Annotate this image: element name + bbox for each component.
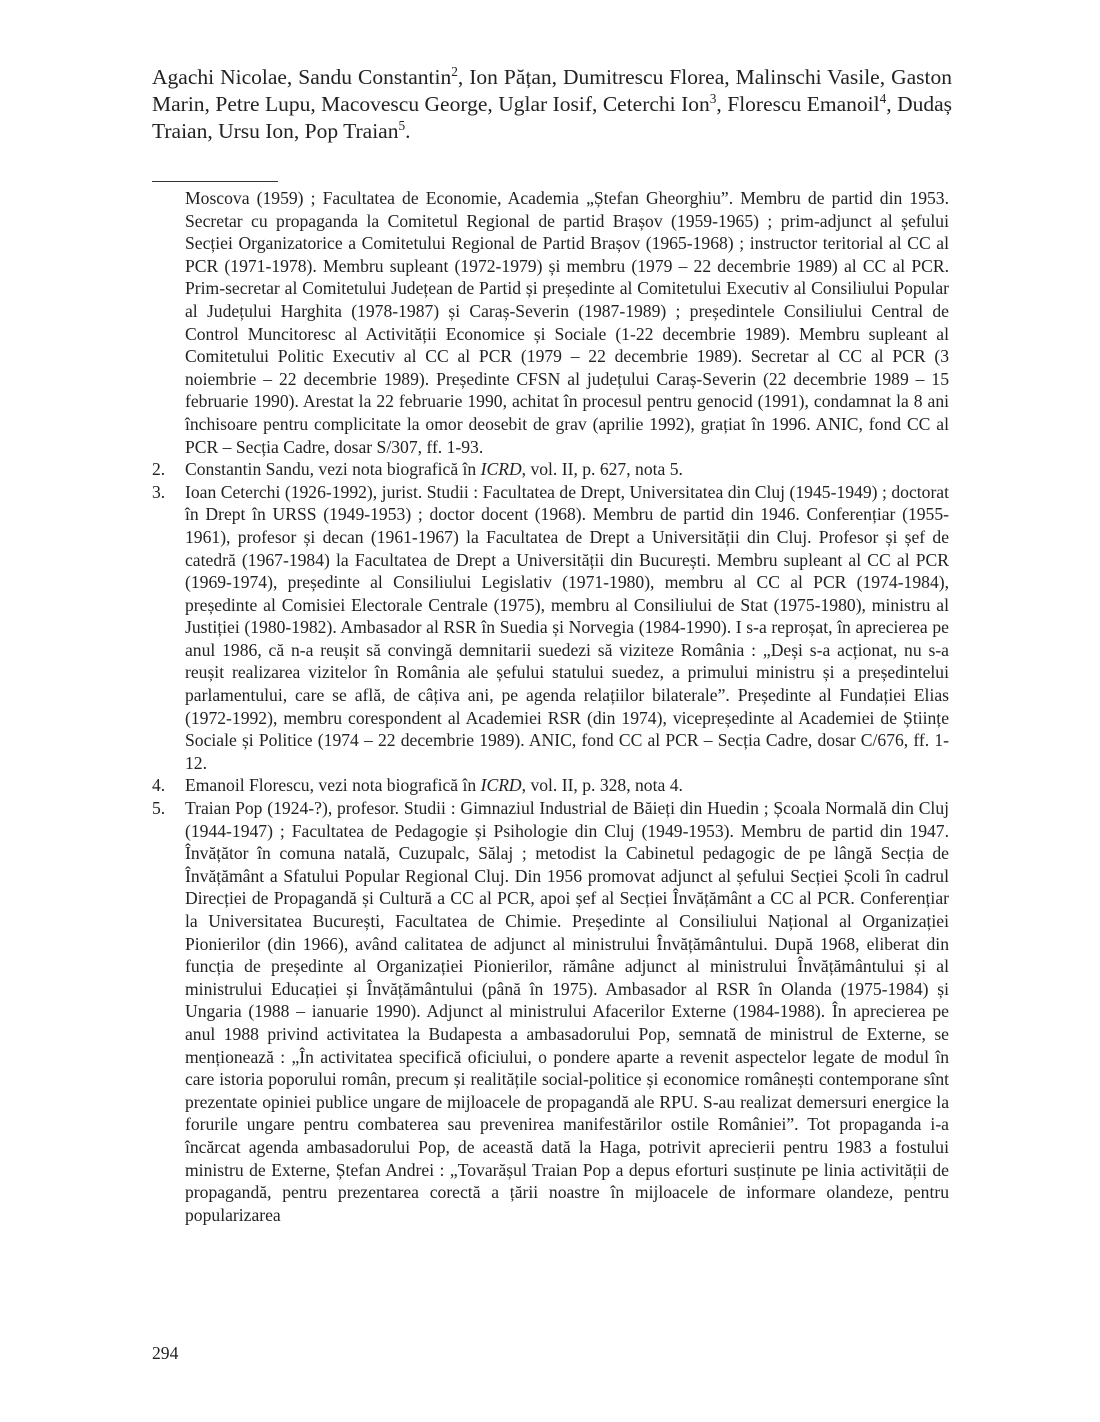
footnote-4	[152, 774, 949, 797]
footnote-text	[185, 458, 949, 481]
footnote-separator	[152, 181, 278, 182]
footnotes	[152, 187, 949, 1226]
body-text: .	[405, 119, 411, 143]
footnote-number: 5.	[152, 798, 166, 819]
footnote-italic-title: ICRD	[480, 775, 522, 796]
body-text: , Ion Pățan, Dumitrescu Florea, Malinschi Vasile, Gaston Marin, Petre Lupu, Macovescu George, Uglar Iosif, Ceterchi Ion	[152, 65, 953, 116]
body-paragraph	[152, 64, 952, 145]
footnote-text-part: Constantin Sandu, vezi nota biografică în	[185, 459, 481, 480]
footnote-text-part: Traian Pop (1924-?), profesor. Studii : Gimnaziul Industrial de Băieți din Huedin ; Școala Normală din Cluj (1944-1947) ; Facultatea de Pedagogie și Psihologie din Cluj (1949-1953). Membru de partid din 1947. Învățător în comuna natală, Cuzupalc, Sălaj ; metodist la Cabinetul pedagogic de pe lângă Secția de Învățământ a Sfatului Popular Regional Cluj. Din 1956 promovat adjunct al șefului Secției Școli în cadrul Direcției de Propagandă și Cultură a CC al PCR, apoi șef al Secției Învățământ a CC al PCR. Conferențiar la Universitatea București, Facultatea de Chimie. Președinte al Consiliului Național al Organizației Pionierilor (din 1966), având calitatea de adjunct al ministrului Învățământului. După 1968, eliberat din funcția de președinte al Organizației Pionierilor, rămâne adjunct al ministrului Învățământului și al ministrului Educației și Învățământului (până în 1975). Ambasador al RSR în Olanda (1975-1984) și Ungaria (1988 – ianuarie 1990). Adjunct al ministrului Afacerilor Externe (1984-1988). În aprecierea pe anul 1988 privind activitatea la Budapesta a ambasadorului Pop, semnată de ministrul de Externe, se menționează : „În activitatea specifică oficiului, o pondere aparte a revenit aspectelor legate de modul în care istoria poporului român, precum și realitățile social-politice și economice românești contemporane sînt prezentate opiniei publice ungare de mijloacele de propagandă ale RPU. S-au realizat demersuri energice la forurile ungare pentru combaterea sau prevenirea manifestărilor ostile României”. Tot propaganda i-a încărcat agenda ambasadorului Pop, de această dată la Haga, potrivit aprecierii pentru 1983 a fostului ministru de Externe, Ștefan Andrei : „Tovarășul Traian Pop a depus eforturi susținute pe linia activității de propagandă, pentru prezentarea corectă a țării noastre în mijloacele de informare olandeze, pentru popularizarea	[185, 798, 949, 1225]
footnote-text-part: Emanoil Florescu, vezi nota biografică în	[185, 775, 481, 796]
footnote-number: 2.	[152, 459, 166, 480]
body-text: , Dudaș Traian, Ursu Ion, Pop Traian	[152, 92, 953, 143]
footnote-ref-4[interactable]: 4	[879, 90, 887, 106]
footnote-text	[185, 481, 949, 775]
footnote-ref-5[interactable]: 5	[398, 117, 406, 133]
footnote-italic-title: ICRD	[480, 459, 522, 480]
footnote-text-part: , vol. II, p. 328, nota 4.	[521, 775, 683, 796]
footnote-text-part: , vol. II, p. 627, nota 5.	[521, 459, 683, 480]
footnote-number: 4.	[152, 775, 166, 796]
page-number: 294	[152, 1343, 179, 1363]
footnote-number: 3.	[152, 481, 166, 502]
footnote-text	[185, 774, 949, 797]
body-text: , Florescu Emanoil	[716, 92, 880, 116]
footnote-1-continuation: Moscova (1959) ; Facultatea de Economie, Academia „Ștefan Gheorghiu”. Membru de partid din 1953. Secretar cu propaganda la Comitetul Regional de partid Brașov (1959-1965) ; prim-adjunct al șefului Secției Organizatorice a Comitetului Regional de Partid Brașov (1965-1968) ; instructor teritorial al CC al PCR (1971-1978). Membru supleant (1972-1979) și membru (1979 – 22 decembrie 1989) al CC al PCR. Prim-secretar al Comitetului Județean de Partid și președinte al Comitetului Executiv al Consiliului Popular al Județului Harghita (1978-1987) și Caraș-Severin (1987-1989) ; președintele Consiliului Central de Control Muncitoresc al Activității Economice și Sociale (1-22 decembrie 1989). Membru supleant al Comitetului Politic Executiv al CC al PCR (1979 – 22 decembrie 1989). Secretar al CC al PCR (3 noiembrie – 22 decembrie 1989). Președinte CFSN al județului Caraș-Severin (22 decembrie 1989 – 15 februarie 1990). Arestat la 22 februarie 1990, achitat în procesul pentru genocid (1991), condamnat la 8 ani închisoare pentru complicitate la omor deosebit de grav (aprilie 1992), grațiat în 1996. ANIC, fond CC al PCR – Secția Cadre, dosar S/307, ff. 1-93.	[185, 188, 949, 457]
footnote-2	[152, 458, 949, 481]
footnote-ref-3[interactable]: 3	[709, 90, 717, 106]
footnote-3	[152, 481, 949, 775]
footnote-text-part: Ioan Ceterchi (1926-1992), jurist. Studii : Facultatea de Drept, Universitatea din Cluj (1945-1949) ; doctorat în Drept în URSS (1949-1953) ; doctor docent (1968). Membru de partid din 1946. Conferențiar (1955-1961), profesor și decan (1961-1967) la Facultatea de Drept a Universității din Cluj. Profesor și șef de catedră (1967-1984) la Facultatea de Drept a Universității din București. Membru supleant al CC al PCR (1969-1974), președinte al Consiliului Legislativ (1971-1980), membru al CC al PCR (1974-1984), președinte al Comisiei Electorale Centrale (1975), membru al Consiliului de Stat (1975-1980), ministru al Justiției (1980-1982). Ambasador al RSR în Suedia și Norvegia (1984-1990). I s-a reproșat, în aprecierea pe anul 1986, că n-a reușit să convingă demnitarii suedezi să viziteze România : „Deși s-a acționat, nu s-a reușit realizarea vizitelor în România ale șefului statului suedez, a primului ministru și a președintelui parlamentului, care se află, de câțiva ani, pe agenda relațiilor bilaterale”. Președinte al Fundației Elias (1972-1992), membru corespondent al Academiei RSR (din 1974), vicepreședinte al Academiei de Științe Sociale și Politice (1974 – 22 decembrie 1989). ANIC, fond CC al PCR – Secția Cadre, dosar C/676, ff. 1-12.	[185, 481, 949, 773]
footnote-text	[185, 797, 949, 1226]
body-text: Agachi Nicolae, Sandu Constantin	[152, 65, 452, 89]
footnote-5	[152, 797, 949, 1226]
footnote-ref-2[interactable]: 2	[451, 63, 458, 79]
